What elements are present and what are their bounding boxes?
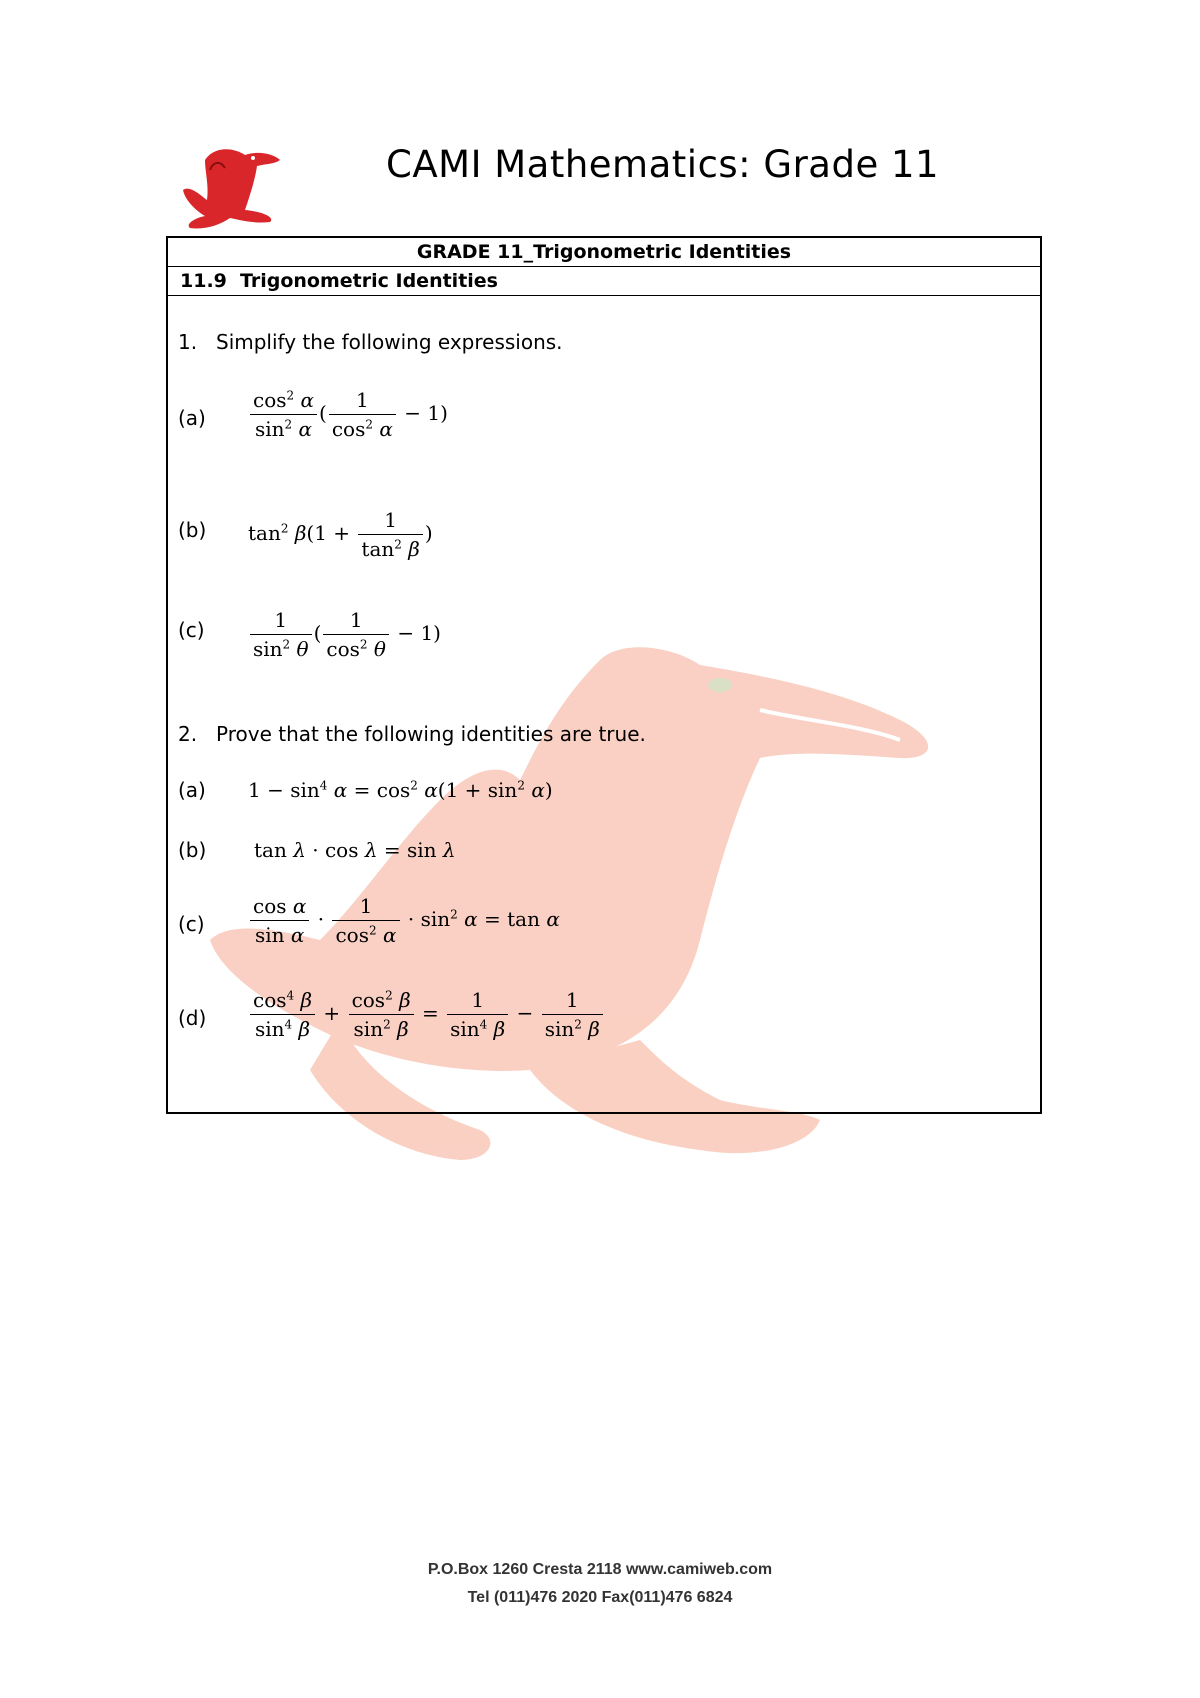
math-expression: $\frac{\cos^4 \beta}{\sin^4 \beta}$ + $\frac{\cos^2 \beta}{\sin^2 \beta}$ = $\frac{1}{\sin^4 \beta}$ − $\frac{1}{\sin^2 \beta}$ <box>248 988 605 1041</box>
math-expression: tan λ · cos λ = sin λ <box>254 838 456 862</box>
math-expression: $1 - \sin^4 \alpha = \cos^2 \alpha(1 + \sin^2 \alpha)$ <box>248 778 553 802</box>
footer-address: P.O.Box 1260 Cresta 2118 www.camiweb.com <box>427 1561 773 1578</box>
worksheet-box <box>166 236 1042 1114</box>
document-title: CAMI Mathematics: Grade 11 <box>386 143 940 186</box>
item-label: (a) <box>178 406 206 430</box>
question-text: Prove that the following identities are true. <box>216 722 646 746</box>
math-expression: $\frac{1}{\sin^2 \theta}$ ( $\frac{1}{\cos^2 \theta}$ − 1) <box>248 608 441 661</box>
section-number: 11.9 <box>180 270 227 292</box>
math-expression: $\frac{\text{cos α}}{\text{sin α}}$ · $\frac{1}{\cos^2 \alpha}$ · $\sin^2 \alpha = \tan \alpha$ <box>248 894 560 947</box>
section-title: Trigonometric Identities <box>240 270 498 292</box>
math-expression: $\tan^2 \beta(1$ + $\frac{1}{\tan^2 \beta}$ ) <box>248 508 433 561</box>
item-label: (c) <box>178 912 205 936</box>
item-label: (c) <box>178 618 205 642</box>
question-1 <box>178 330 563 354</box>
item-label: (b) <box>178 518 207 542</box>
item-label: (a) <box>178 778 206 802</box>
camel-logo <box>175 140 295 240</box>
item-label: (b) <box>178 838 207 862</box>
footer-contact: Tel (011)476 2020 Fax(011)476 6824 <box>467 1589 733 1606</box>
question-2 <box>178 722 646 746</box>
section-header <box>168 267 1040 296</box>
question-number: 1. <box>178 330 198 354</box>
math-expression: $\frac{\cos^2 \alpha}{\sin^2 \alpha}$ ( $\frac{1}{\cos^2 \alpha}$ − 1) <box>248 388 448 441</box>
question-text: Simplify the following expressions. <box>216 330 563 354</box>
question-number: 2. <box>178 722 198 746</box>
worksheet-title: GRADE 11_Trigonometric Identities <box>168 238 1040 267</box>
item-label: (d) <box>178 1006 207 1030</box>
